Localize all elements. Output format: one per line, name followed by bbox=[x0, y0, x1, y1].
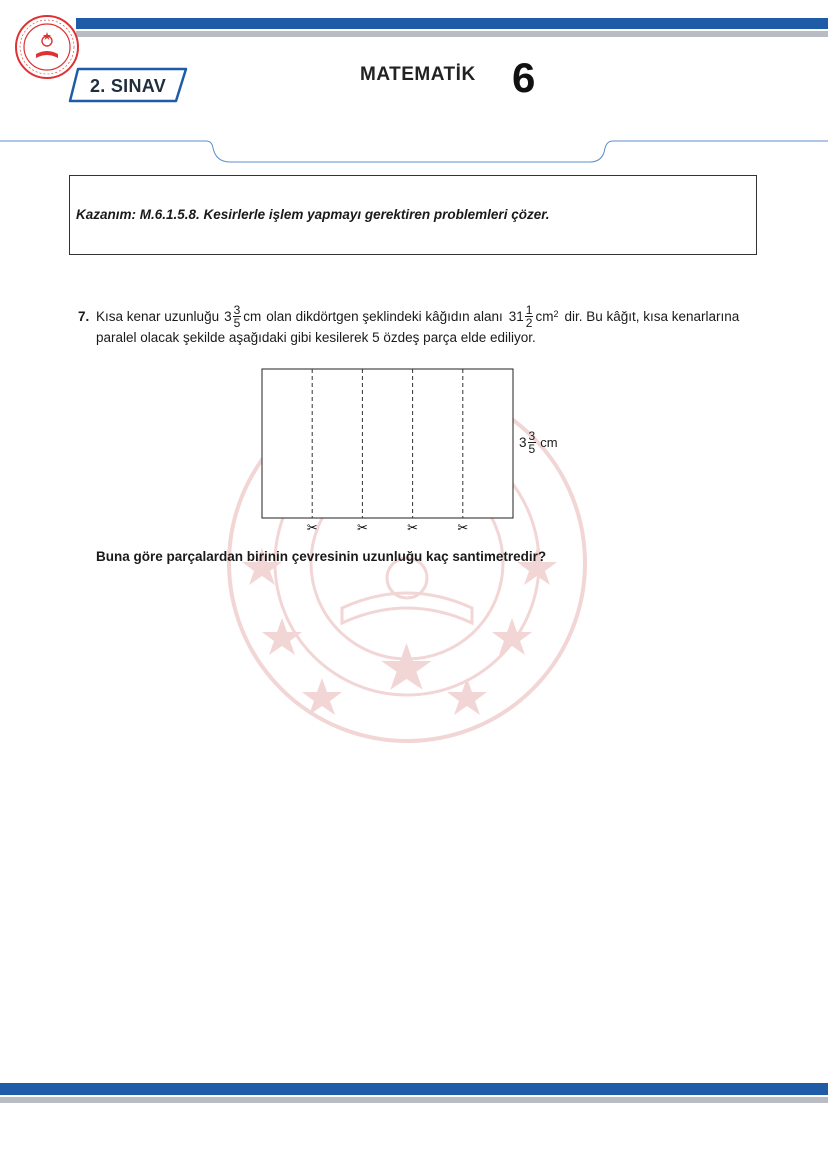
question-number: 7. bbox=[78, 309, 90, 324]
footer-gray-bar bbox=[0, 1097, 828, 1103]
figure-unit: cm bbox=[540, 435, 558, 450]
question-prompt: Buna göre parçalardan birinin çevresinin uzunluğu kaç santimetredir? bbox=[96, 549, 547, 564]
question-text-c: dir. Bu kâğıt, kısa kenarlarına bbox=[564, 308, 740, 324]
fraction-denominator: 5 bbox=[528, 442, 536, 456]
scissors-icon: ✂ bbox=[457, 521, 469, 536]
fraction-numerator: 1 bbox=[525, 302, 533, 317]
question-text-a: Kısa kenar uzunluğu bbox=[96, 308, 220, 324]
header-divider bbox=[0, 138, 828, 168]
question-line-1 bbox=[96, 300, 739, 332]
scissors-icon: ✂ bbox=[356, 521, 368, 536]
header-blue-bar bbox=[76, 18, 828, 29]
kazanim-text: Kazanım: M.6.1.5.8. Kesirlerle işlem yapmayı gerektiren problemleri çözer. bbox=[76, 207, 550, 222]
exam-label: 2. SINAV bbox=[89, 76, 167, 96]
fraction-whole: 3 bbox=[224, 308, 232, 324]
area-exponent: 2 bbox=[553, 309, 559, 319]
scissors-icon: ✂ bbox=[306, 521, 318, 536]
grade-number: 6 bbox=[512, 54, 536, 101]
subject-title: MATEMATİK bbox=[360, 64, 476, 85]
question-line-2: paralel olacak şekilde aşağıdaki gibi kesilerek 5 özdeş parça elde ediliyor. bbox=[96, 330, 536, 345]
header-gray-bar bbox=[76, 31, 828, 37]
fraction-numerator: 3 bbox=[233, 302, 241, 317]
area-unit: cm bbox=[535, 308, 554, 324]
fraction-whole: 31 bbox=[508, 308, 524, 324]
area-fraction bbox=[509, 304, 534, 329]
fraction-denominator: 5 bbox=[233, 315, 241, 330]
fraction-denominator: 2 bbox=[525, 315, 533, 330]
unit-cm: cm bbox=[243, 308, 262, 324]
short-side-label bbox=[517, 430, 558, 455]
fraction-numerator: 3 bbox=[528, 429, 536, 443]
fraction-whole: 3 bbox=[519, 435, 527, 450]
paper-rectangle bbox=[262, 369, 513, 518]
question-text-b: olan dikdörtgen şeklindeki kâğıdın alanı bbox=[266, 308, 503, 324]
footer-blue-bar bbox=[0, 1083, 828, 1095]
scissors-icon: ✂ bbox=[407, 521, 419, 536]
short-side-fraction bbox=[224, 304, 241, 329]
